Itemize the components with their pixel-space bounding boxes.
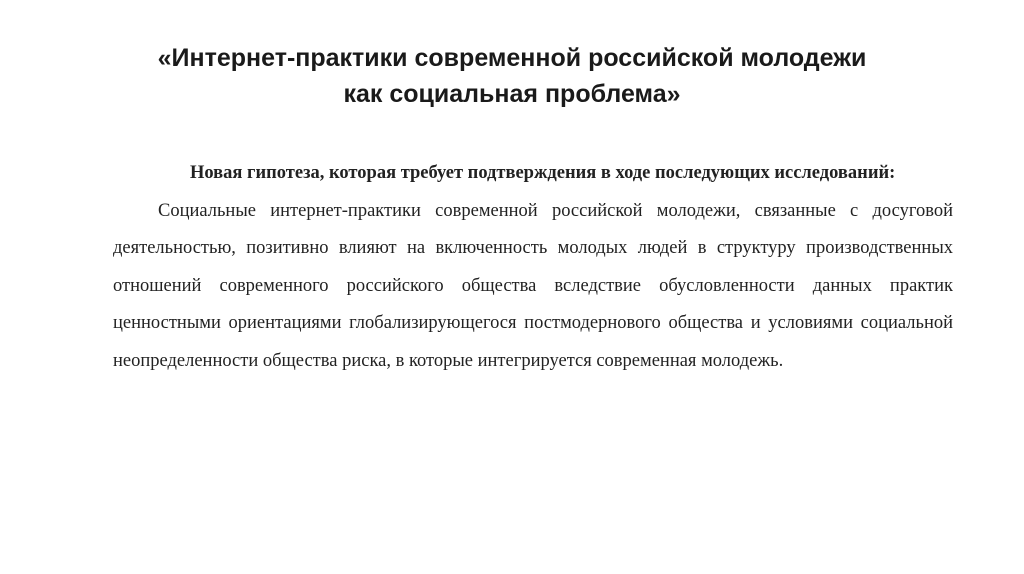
hypothesis-paragraph: Социальные интернет-практики современной российской молодежи, связанные с досуговой деятельностью, позитивно влияют на включенность молодых людей в структуру производственных отношений современного российского общества вследствие обусловленности данных практик ценностными ориентациями глобализирующегося постмодернового общества и условиями социальной неопределенности общества риска, в которые интегрируется современная молодежь. bbox=[113, 200, 953, 371]
hypothesis-heading: Новая гипотеза, которая требует подтверждения в ходе последующих исследований: bbox=[190, 163, 896, 183]
slide-title bbox=[60, 40, 964, 112]
title-line-1: «Интернет-практики современной российской молодежи bbox=[157, 44, 867, 72]
slide-body bbox=[113, 155, 953, 380]
title-line-2: как социальная проблема» bbox=[343, 80, 681, 108]
